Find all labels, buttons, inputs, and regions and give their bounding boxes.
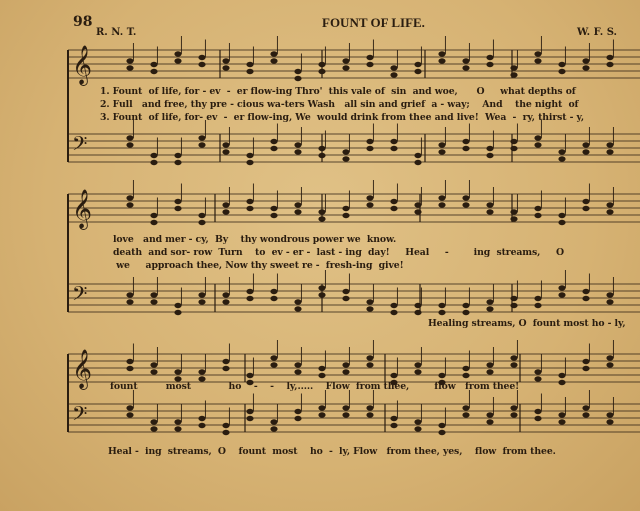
note-head: [366, 362, 373, 367]
page-number: 98: [73, 14, 93, 30]
note-head: [534, 296, 541, 301]
note-head: [174, 426, 181, 431]
note-head: [606, 292, 613, 297]
note-head: [126, 366, 133, 371]
note-head: [174, 153, 181, 158]
note-head: [366, 299, 373, 304]
note-head: [438, 303, 445, 308]
note-head: [222, 142, 229, 147]
bass-clef-icon: 𝄢: [72, 282, 88, 310]
note-head: [366, 306, 373, 311]
note-head: [582, 405, 589, 410]
note-head: [366, 355, 373, 360]
note-head: [534, 51, 541, 56]
note-head: [318, 146, 325, 151]
note-head: [126, 142, 133, 147]
note-head: [270, 419, 277, 424]
note-head: [390, 206, 397, 211]
note-head: [198, 142, 205, 147]
note-head: [414, 362, 421, 367]
note-head: [414, 62, 421, 67]
note-head: [342, 369, 349, 374]
note-head: [246, 206, 253, 211]
note-head: [198, 299, 205, 304]
note-head: [534, 142, 541, 147]
note-head: [534, 409, 541, 414]
note-head: [150, 292, 157, 297]
note-head: [126, 202, 133, 207]
note-head: [390, 423, 397, 428]
note-head: [510, 355, 517, 360]
note-head: [318, 285, 325, 290]
note-head: [558, 62, 565, 67]
note-head: [438, 142, 445, 147]
chorus-bass-lyric: Heal - ing streams, O fount most ho - ly, Flow from thee, yes, flow from thee.: [108, 446, 556, 457]
note-head: [606, 209, 613, 214]
note-head: [390, 146, 397, 151]
note-head: [366, 195, 373, 200]
note-head: [438, 51, 445, 56]
note-head: [318, 412, 325, 417]
note-head: [390, 199, 397, 204]
note-head: [462, 146, 469, 151]
note-head: [246, 199, 253, 204]
note-head: [294, 69, 301, 74]
note-head: [150, 426, 157, 431]
note-head: [342, 58, 349, 63]
note-head: [150, 153, 157, 158]
note-head: [438, 149, 445, 154]
note-head: [462, 405, 469, 410]
note-head: [342, 65, 349, 70]
note-head: [342, 213, 349, 218]
note-head: [438, 202, 445, 207]
note-head: [558, 412, 565, 417]
note-head: [558, 373, 565, 378]
note-head: [414, 369, 421, 374]
note-head: [126, 412, 133, 417]
note-head: [318, 292, 325, 297]
note-head: [438, 373, 445, 378]
note-head: [366, 412, 373, 417]
verse-1-line: 1. Fount of life, for - ev - er flow-ing Thro' this vale of sin and woe, O what depths of: [100, 86, 576, 97]
note-head: [270, 58, 277, 63]
note-head: [606, 202, 613, 207]
note-head: [126, 58, 133, 63]
note-head: [462, 366, 469, 371]
note-head: [318, 405, 325, 410]
note-head: [150, 160, 157, 165]
note-head: [198, 423, 205, 428]
note-head: [414, 202, 421, 207]
note-head: [222, 149, 229, 154]
note-head: [462, 412, 469, 417]
note-head: [510, 412, 517, 417]
note-head: [606, 355, 613, 360]
note-head: [462, 58, 469, 63]
note-head: [294, 149, 301, 154]
note-head: [294, 369, 301, 374]
note-head: [222, 423, 229, 428]
note-head: [582, 366, 589, 371]
note-head: [486, 202, 493, 207]
note-head: [294, 306, 301, 311]
note-head: [414, 303, 421, 308]
note-head: [174, 419, 181, 424]
note-head: [126, 359, 133, 364]
note-head: [462, 65, 469, 70]
note-head: [246, 416, 253, 421]
note-head: [222, 209, 229, 214]
note-head: [606, 299, 613, 304]
note-head: [486, 62, 493, 67]
note-head: [558, 220, 565, 225]
note-head: [270, 426, 277, 431]
note-head: [270, 355, 277, 360]
note-head: [582, 289, 589, 294]
note-head: [462, 303, 469, 308]
verse-2-line: death and sor- row Turn to ev - er - last - ing day! Heal - ing streams, O: [113, 247, 564, 258]
note-head: [510, 209, 517, 214]
note-head: [390, 65, 397, 70]
note-head: [486, 209, 493, 214]
note-head: [294, 76, 301, 81]
note-head: [534, 303, 541, 308]
note-head: [582, 65, 589, 70]
note-head: [390, 416, 397, 421]
note-head: [222, 65, 229, 70]
note-head: [342, 206, 349, 211]
note-head: [270, 51, 277, 56]
note-head: [222, 292, 229, 297]
note-head: [366, 62, 373, 67]
note-head: [294, 299, 301, 304]
note-head: [246, 153, 253, 158]
note-head: [486, 146, 493, 151]
note-head: [318, 216, 325, 221]
note-head: [462, 202, 469, 207]
note-head: [222, 366, 229, 371]
note-head: [486, 306, 493, 311]
note-head: [366, 202, 373, 207]
note-head: [534, 376, 541, 381]
chorus-bass-lyric: Healing streams, O fount most ho - ly,: [428, 318, 626, 329]
note-head: [150, 213, 157, 218]
note-head: [246, 69, 253, 74]
note-head: [510, 296, 517, 301]
note-head: [486, 362, 493, 367]
verse-1-line: love and mer - cy, By thy wondrous power we know.: [113, 234, 397, 245]
note-head: [510, 216, 517, 221]
note-head: [174, 160, 181, 165]
note-head: [174, 303, 181, 308]
note-head: [414, 69, 421, 74]
note-head: [174, 199, 181, 204]
note-head: [150, 62, 157, 67]
note-head: [318, 69, 325, 74]
note-head: [150, 69, 157, 74]
note-head: [390, 303, 397, 308]
note-head: [582, 359, 589, 364]
note-head: [582, 412, 589, 417]
note-head: [558, 69, 565, 74]
note-head: [510, 65, 517, 70]
note-head: [534, 369, 541, 374]
note-head: [198, 292, 205, 297]
note-head: [366, 55, 373, 60]
note-head: [438, 195, 445, 200]
note-head: [558, 156, 565, 161]
note-head: [582, 296, 589, 301]
note-head: [126, 65, 133, 70]
note-head: [486, 369, 493, 374]
note-head: [270, 296, 277, 301]
note-head: [486, 299, 493, 304]
verse-3-line: we approach thee, Now thy sweet re - fresh-ing give!: [113, 260, 404, 271]
note-head: [558, 213, 565, 218]
note-head: [414, 419, 421, 424]
note-head: [222, 299, 229, 304]
note-head: [126, 299, 133, 304]
note-head: [606, 419, 613, 424]
note-head: [198, 369, 205, 374]
note-head: [558, 419, 565, 424]
note-head: [222, 359, 229, 364]
note-head: [270, 146, 277, 151]
note-head: [198, 416, 205, 421]
note-head: [414, 160, 421, 165]
note-head: [294, 142, 301, 147]
note-head: [366, 139, 373, 144]
note-head: [174, 310, 181, 315]
note-head: [126, 292, 133, 297]
note-head: [318, 153, 325, 158]
note-head: [534, 416, 541, 421]
note-head: [198, 55, 205, 60]
verse-3-line: 3. Fount of life, for- ev - er flow-ing, We would drink from thee and live! Wea - ry, thirst - y,: [100, 112, 585, 123]
note-head: [222, 202, 229, 207]
note-head: [318, 366, 325, 371]
note-head: [486, 419, 493, 424]
note-head: [294, 362, 301, 367]
lyricist-initials: R. N. T.: [96, 27, 137, 38]
note-head: [174, 206, 181, 211]
note-head: [222, 430, 229, 435]
note-head: [462, 310, 469, 315]
note-head: [150, 369, 157, 374]
hymn-title: FOUNT OF LIFE.: [322, 15, 425, 30]
note-head: [606, 142, 613, 147]
note-head: [246, 296, 253, 301]
note-head: [510, 362, 517, 367]
note-head: [606, 149, 613, 154]
note-head: [390, 310, 397, 315]
note-head: [174, 369, 181, 374]
note-head: [582, 206, 589, 211]
note-head: [462, 139, 469, 144]
note-head: [174, 51, 181, 56]
note-head: [486, 55, 493, 60]
note-head: [414, 310, 421, 315]
note-head: [270, 289, 277, 294]
note-head: [582, 58, 589, 63]
note-head: [126, 135, 133, 140]
note-head: [414, 426, 421, 431]
note-head: [150, 362, 157, 367]
note-head: [390, 72, 397, 77]
note-head: [270, 139, 277, 144]
treble-clef-icon: 𝄞: [72, 349, 93, 389]
note-head: [510, 72, 517, 77]
note-head: [198, 135, 205, 140]
note-head: [366, 146, 373, 151]
note-head: [294, 209, 301, 214]
note-head: [438, 430, 445, 435]
treble-clef-icon: 𝄞: [72, 45, 93, 85]
note-head: [534, 135, 541, 140]
note-head: [510, 303, 517, 308]
note-head: [270, 213, 277, 218]
note-head: [150, 220, 157, 225]
note-head: [174, 58, 181, 63]
note-head: [510, 405, 517, 410]
note-head: [582, 199, 589, 204]
note-head: [438, 58, 445, 63]
composer-initials: W. F. S.: [577, 27, 618, 38]
note-head: [534, 58, 541, 63]
note-head: [606, 412, 613, 417]
note-head: [462, 373, 469, 378]
bass-clef-icon: 𝄢: [72, 402, 88, 430]
note-head: [606, 62, 613, 67]
note-head: [438, 423, 445, 428]
note-head: [246, 160, 253, 165]
note-head: [582, 142, 589, 147]
note-head: [462, 195, 469, 200]
treble-clef-icon: 𝄞: [72, 189, 93, 229]
note-head: [342, 156, 349, 161]
note-head: [606, 55, 613, 60]
note-head: [558, 285, 565, 290]
note-head: [318, 209, 325, 214]
chorus-treble-lyric: fount most ho - - ly,..... Flow from thee, flow from thee!: [110, 381, 520, 392]
note-head: [294, 416, 301, 421]
note-head: [486, 412, 493, 417]
note-head: [270, 206, 277, 211]
note-head: [342, 362, 349, 367]
note-head: [342, 289, 349, 294]
note-head: [150, 299, 157, 304]
note-head: [222, 58, 229, 63]
note-head: [390, 139, 397, 144]
note-head: [342, 412, 349, 417]
bass-clef-icon: 𝄢: [72, 132, 88, 160]
note-head: [582, 149, 589, 154]
note-head: [534, 206, 541, 211]
note-head: [414, 153, 421, 158]
note-head: [342, 296, 349, 301]
note-head: [342, 149, 349, 154]
note-head: [126, 195, 133, 200]
note-head: [534, 213, 541, 218]
note-head: [246, 289, 253, 294]
note-head: [294, 202, 301, 207]
note-head: [294, 409, 301, 414]
verse-2-line: 2. Full and free, thy pre - cious wa-ters Wash all sin and grief a - way; And the night of: [100, 99, 579, 110]
note-head: [510, 139, 517, 144]
note-head: [390, 373, 397, 378]
note-head: [486, 153, 493, 158]
note-head: [318, 62, 325, 67]
note-head: [558, 149, 565, 154]
note-head: [558, 292, 565, 297]
note-head: [510, 146, 517, 151]
note-head: [198, 213, 205, 218]
note-head: [270, 362, 277, 367]
note-head: [366, 405, 373, 410]
note-head: [246, 62, 253, 67]
note-head: [558, 380, 565, 385]
note-head: [342, 405, 349, 410]
note-head: [318, 373, 325, 378]
note-head: [150, 419, 157, 424]
note-head: [438, 310, 445, 315]
note-head: [126, 405, 133, 410]
note-head: [606, 362, 613, 367]
note-head: [246, 409, 253, 414]
note-head: [198, 62, 205, 67]
note-head: [198, 220, 205, 225]
note-head: [414, 209, 421, 214]
note-head: [246, 373, 253, 378]
